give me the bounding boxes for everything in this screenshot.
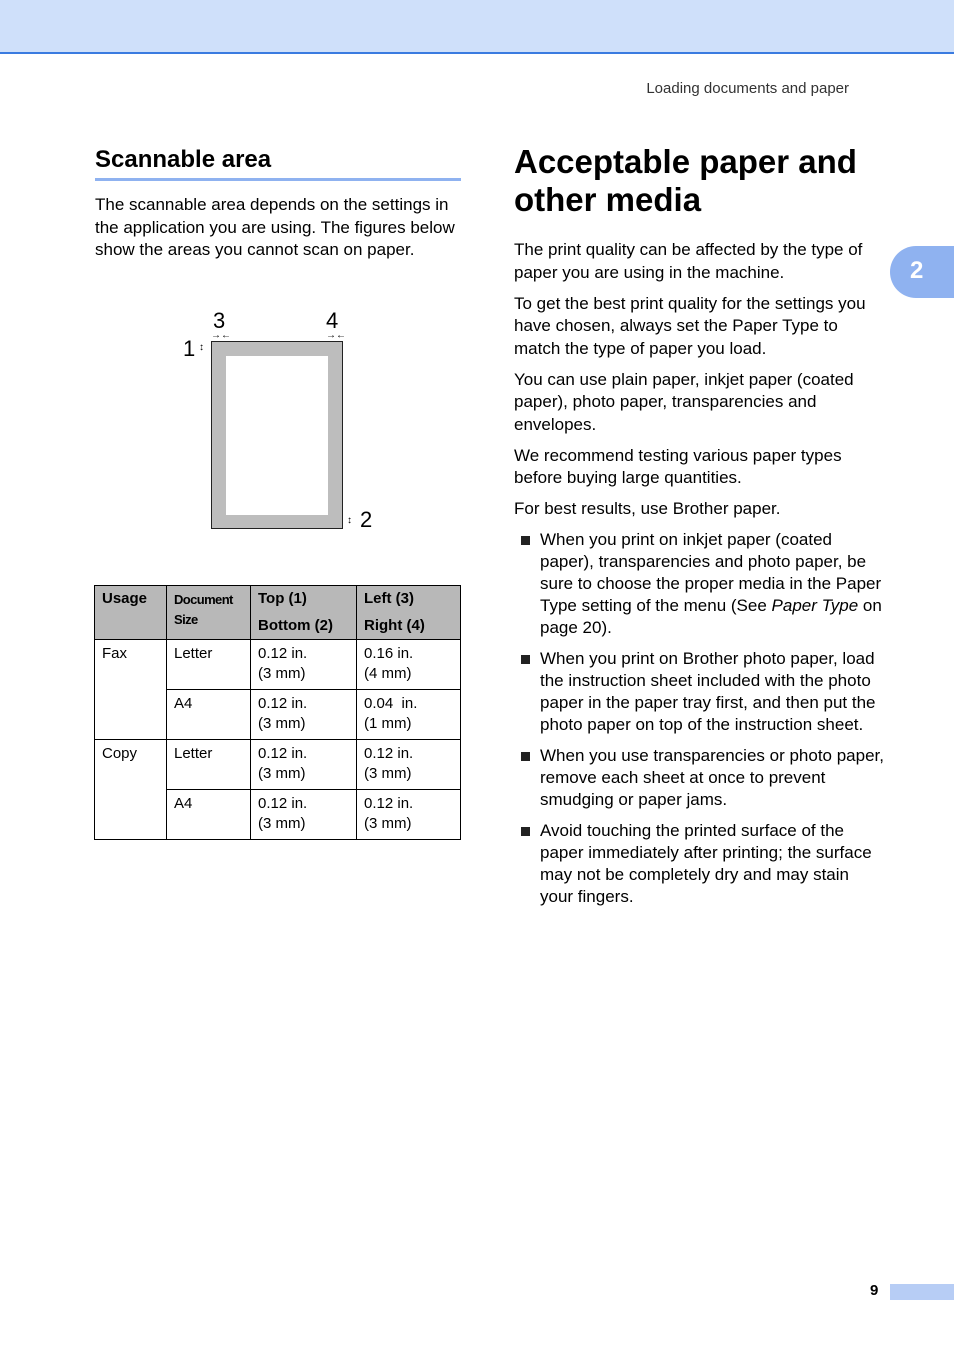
- bottom-margin-arrow-icon: ↕: [347, 515, 352, 526]
- paragraph: To get the best print quality for the settings you have chosen, always set the Paper Type to match the type of paper you load.: [514, 293, 866, 358]
- scannable-area-diagram: [175, 305, 385, 540]
- scannable-region: [226, 356, 328, 515]
- value-inches: 0.12 in.: [364, 745, 414, 762]
- acceptable-media-section: [514, 143, 884, 917]
- usage-cell: Fax: [95, 640, 167, 740]
- value-mm: (3 mm): [364, 815, 412, 832]
- value-inches: 0.12 in.: [364, 795, 414, 812]
- value-mm: (3 mm): [258, 715, 306, 732]
- value-mm: (3 mm): [364, 765, 412, 782]
- paragraph: You can use plain paper, inkjet paper (coated paper), photo paper, transparencies and envelopes.: [514, 369, 854, 434]
- cross-reference-link[interactable]: Paper Type: [771, 596, 859, 615]
- right-margin-arrow-icon: →←: [326, 330, 346, 341]
- bullet-square-icon: [521, 655, 530, 664]
- section-heading: Scannable area: [95, 140, 461, 181]
- section-paragraph: The scannable area depends on the settings in the application you are using. The figures below show the areas you cannot scan on paper.: [95, 195, 455, 259]
- list-item: [514, 820, 884, 908]
- header-top: Top (1): [258, 590, 307, 607]
- label-3: 3: [213, 308, 226, 333]
- list-item: [514, 745, 884, 811]
- table-row: [95, 640, 461, 690]
- usage-cell: Copy: [95, 740, 167, 840]
- chapter-tab: [890, 246, 954, 298]
- list-item: [514, 529, 884, 639]
- table-row: [95, 740, 461, 790]
- table-header-row: [95, 586, 461, 640]
- page-title: Acceptable paper and other media: [514, 143, 857, 218]
- header-right: Right (4): [364, 617, 425, 634]
- left-right-cell: [357, 790, 461, 840]
- unscannable-margins-table: [94, 585, 461, 840]
- left-margin-arrow-icon: →←: [211, 330, 231, 341]
- bullet-text: on page 20).: [540, 596, 882, 637]
- size-cell: Letter: [167, 740, 251, 790]
- value-inches: 0.12 in.: [258, 645, 308, 662]
- header-left-right: [357, 586, 461, 640]
- header-left: Left (3): [364, 590, 414, 607]
- bullet-square-icon: [521, 827, 530, 836]
- header-top-bottom: [251, 586, 357, 640]
- value-inches: 0.16 in.: [364, 645, 414, 662]
- top-margin-arrow-icon: ↕: [199, 342, 204, 353]
- paper-sheet: [211, 341, 343, 529]
- value-inches: 0.12 in.: [258, 745, 308, 762]
- size-cell: Letter: [167, 640, 251, 690]
- value-inches: 0.12 in.: [258, 795, 308, 812]
- bullet-square-icon: [521, 752, 530, 761]
- left-right-cell: [357, 690, 461, 740]
- bullet-text: When you print on Brother photo paper, load the instruction sheet included with the photo paper in the paper tray first, and then put the photo paper on top of the instruction sheet.: [540, 649, 876, 734]
- value-mm: (3 mm): [258, 665, 306, 682]
- label-2: 2: [360, 507, 373, 532]
- label-4: 4: [326, 308, 339, 333]
- list-item: [514, 648, 884, 736]
- running-header: Loading documents and paper: [646, 80, 849, 97]
- value-inches: 0.04 in.: [364, 695, 418, 712]
- header-document-size: Document Size: [167, 586, 251, 640]
- left-right-cell: [357, 740, 461, 790]
- label-1: 1: [183, 336, 196, 361]
- left-right-cell: [357, 640, 461, 690]
- paragraph: We recommend testing various paper types before buying large quantities.: [514, 445, 842, 487]
- page-tab: [890, 1284, 954, 1300]
- value-mm: (3 mm): [258, 815, 306, 832]
- bullet-text: When you use transparencies or photo paper, remove each sheet at once to prevent smudging or paper jams.: [540, 746, 884, 809]
- value-mm: (4 mm): [364, 665, 412, 682]
- paragraph: The print quality can be affected by the type of paper you are using in the machine.: [514, 240, 863, 282]
- paragraph: For best results, use Brother paper.: [514, 499, 781, 518]
- bullet-text: Avoid touching the printed surface of the paper immediately after printing; the surface may not be completely dry and may stain your fingers.: [540, 821, 872, 906]
- page-number: 9: [870, 1282, 879, 1299]
- size-cell: A4: [167, 790, 251, 840]
- scannable-area-section: [95, 140, 461, 262]
- header-usage: Usage: [95, 586, 167, 640]
- value-mm: (1 mm): [364, 715, 412, 732]
- bullet-text: When you print on inkjet paper (coated paper), transparencies and photo paper, be sure to choose the proper media in the Paper Type setting of the menu (See: [540, 530, 882, 615]
- top-band: [0, 0, 954, 54]
- top-bottom-cell: [251, 640, 357, 690]
- bullet-list: [514, 529, 884, 908]
- top-bottom-cell: [251, 690, 357, 740]
- value-mm: (3 mm): [258, 765, 306, 782]
- size-cell: A4: [167, 690, 251, 740]
- top-bottom-cell: [251, 790, 357, 840]
- chapter-number: 2: [910, 257, 924, 284]
- value-inches: 0.12 in.: [258, 695, 308, 712]
- header-bottom: Bottom (2): [258, 617, 333, 634]
- top-bottom-cell: [251, 740, 357, 790]
- bullet-square-icon: [521, 536, 530, 545]
